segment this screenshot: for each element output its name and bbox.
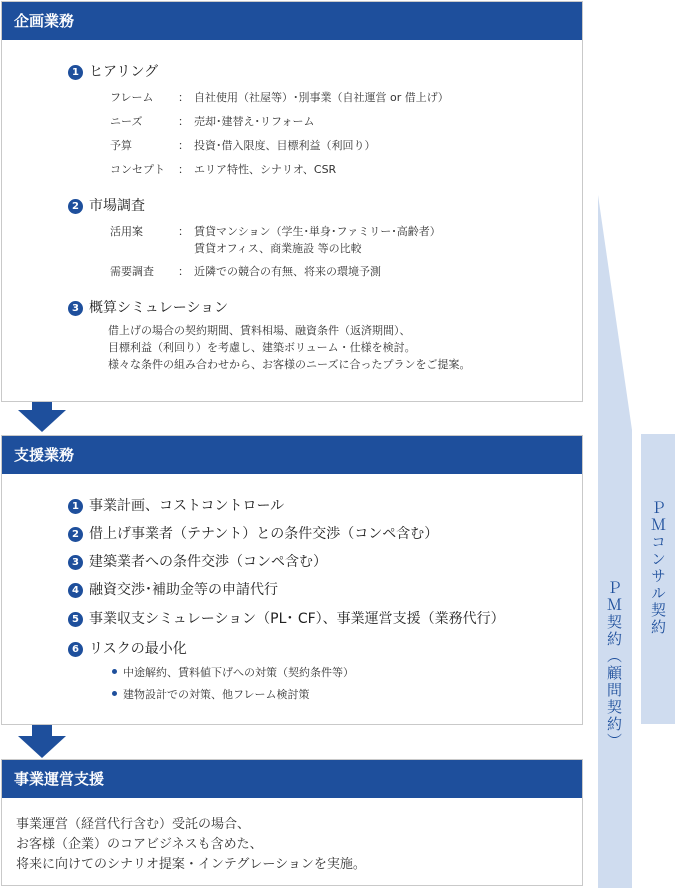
number-3-icon: 3 xyxy=(68,555,83,570)
support-item: 6 リスクの最小化 xyxy=(68,638,187,658)
pm-consult-contract-label: ＰＭコンサル契約 xyxy=(649,500,667,636)
planning-header: 企画業務 xyxy=(2,2,582,40)
number-2-icon: 2 xyxy=(68,527,83,542)
operation-line: 事業運営（経営代行含む）受託の場合、 xyxy=(16,817,251,832)
hearing-row: ニーズ ： 売却･建替え･リフォーム xyxy=(110,115,315,128)
planning-section xyxy=(1,1,583,402)
support-header: 支援業務 xyxy=(2,436,582,474)
hearing-title: 1 ヒアリング xyxy=(68,61,158,81)
number-5-icon: 5 xyxy=(68,612,83,627)
simulation-line: 目標利益（利回り）を考慮し、建築ボリューム・仕様を検討。 xyxy=(108,341,416,354)
risk-bullet: 建物設計での対策、他フレーム検討策 xyxy=(112,686,310,702)
operation-line: お客様（企業）のコアビジネスも含めた、 xyxy=(16,837,263,852)
number-2-icon: 2 xyxy=(68,199,83,214)
hearing-row: フレーム ： 自社使用（社屋等）･別事業（自社運営 or 借上げ） xyxy=(110,91,449,104)
market-row-continued: 賃貸オフィス、商業施設 等の比較 xyxy=(194,242,362,255)
hearing-row: 予算 ： 投資･借入限度、目標利益（利回り） xyxy=(110,139,376,152)
market-row: 需要調査 ： 近隣での競合の有無、将来の環境予測 xyxy=(110,265,381,278)
number-1-icon: 1 xyxy=(68,65,83,80)
support-item: 2 借上げ事業者（テナント）との条件交渉（コンペ含む） xyxy=(68,523,438,543)
support-item: 5 事業収支シミュレーション（PL･ CF）、事業運営支援（業務代行） xyxy=(68,608,505,628)
simulation-title: 3 概算シミュレーション xyxy=(68,297,228,317)
pm-contract-label: ＰＭ契約（顧問契約） xyxy=(605,580,623,750)
operation-section xyxy=(1,759,583,886)
number-1-icon: 1 xyxy=(68,499,83,514)
risk-bullet: 中途解約、賃料値下げへの対策（契約条件等） xyxy=(112,664,354,680)
support-item: 3 建築業者への条件交渉（コンペ含む） xyxy=(68,551,327,571)
support-item: 1 事業計画、コストコントロール xyxy=(68,495,284,515)
arrow-head-1 xyxy=(18,410,66,432)
support-section xyxy=(1,435,583,725)
bullet-dot-icon xyxy=(112,669,117,674)
market-row: 活用案 ： 賃貸マンション（学生･単身･ファミリー･高齢者） xyxy=(110,225,441,238)
simulation-line: 様々な条件の組み合わせから、お客様のニーズに合ったプランをご提案。 xyxy=(108,358,471,371)
hearing-row: コンセプト ： エリア特性、シナリオ、CSR xyxy=(110,163,337,176)
arrow-head-2 xyxy=(18,736,66,758)
simulation-line: 借上げの場合の契約期間、賃料相場、融資条件（返済期間）、 xyxy=(108,324,411,337)
number-3-icon: 3 xyxy=(68,301,83,316)
market-title: 2 市場調査 xyxy=(68,195,145,215)
operation-line: 将来に向けてのシナリオ提案・インテグレーションを実施。 xyxy=(16,857,366,872)
bullet-dot-icon xyxy=(112,691,117,696)
support-item: 4 融資交渉･補助金等の申請代行 xyxy=(68,579,278,599)
number-4-icon: 4 xyxy=(68,583,83,598)
operation-header: 事業運営支援 xyxy=(2,760,582,798)
number-6-icon: 6 xyxy=(68,642,83,657)
